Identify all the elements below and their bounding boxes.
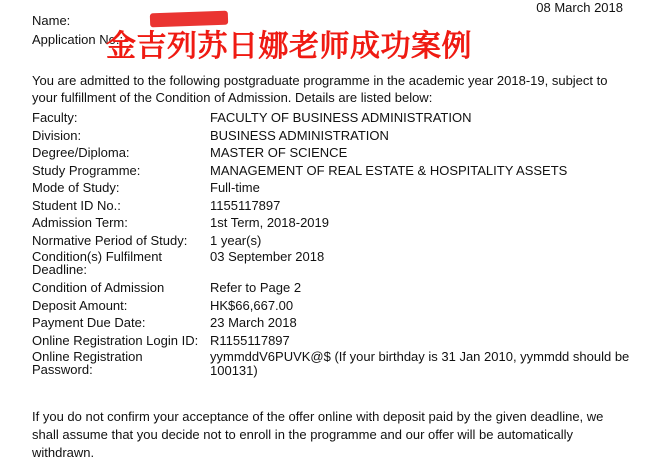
detail-label: Mode of Study: — [32, 180, 120, 195]
application-no-label: Application No.: — [32, 32, 124, 47]
detail-row-payment-due — [32, 315, 632, 333]
detail-label: Normative Period of Study: — [32, 232, 188, 248]
detail-row-faculty — [32, 110, 632, 128]
detail-label: Online Registration Password: — [32, 349, 143, 377]
detail-row-programme — [32, 163, 632, 181]
detail-row-degree — [32, 145, 632, 163]
detail-value: Refer to Page 2 — [210, 280, 302, 295]
redaction-mark — [150, 11, 228, 28]
detail-value: Full-time — [210, 180, 260, 195]
detail-label: Condition(s) Fulfilment Deadline: — [32, 249, 163, 277]
detail-value: yymmddV6PUVK@$ (If your birthday is 31 Jan 2010, yymmdd should be 100131) — [210, 349, 630, 378]
detail-value: MASTER OF SCIENCE — [210, 145, 348, 160]
detail-row-deposit-amount — [32, 298, 632, 316]
intro-paragraph: You are admitted to the following postgraduate programme in the academic year 2018-19, subject to your fulfillment of the Condition of Admission. Details are listed below: — [32, 73, 608, 105]
detail-row-normative-period — [32, 233, 632, 251]
detail-row-login-id — [32, 333, 632, 351]
detail-value: BUSINESS ADMINISTRATION — [210, 127, 389, 143]
detail-value: HK$66,667.00 — [210, 297, 294, 313]
detail-row-admission-term — [32, 215, 632, 233]
detail-value: R1155117897 — [210, 332, 290, 348]
detail-row-password — [32, 350, 632, 382]
detail-value: 1155117897 — [210, 197, 281, 213]
detail-row-division — [32, 128, 632, 146]
admission-details — [32, 110, 632, 382]
detail-value: MANAGEMENT OF REAL ESTATE & HOSPITALITY ASSETS — [210, 162, 568, 178]
detail-label: Online Registration Login ID: — [32, 332, 199, 348]
detail-value: 1 year(s) — [210, 232, 262, 248]
letter-date: 08 March 2018 — [536, 0, 623, 15]
detail-label: Student ID No.: — [32, 197, 121, 213]
detail-label: Payment Due Date: — [32, 315, 146, 330]
footer-paragraph: If you do not confirm your acceptance of the offer online with deposit paid by the given deadline, we shall assume that you decide not to enroll in the programme and our offer will be automatically withdrawn. — [32, 409, 604, 460]
detail-row-mode — [32, 180, 632, 198]
detail-value: 23 March 2018 — [210, 315, 297, 330]
detail-row-student-id — [32, 198, 632, 216]
detail-label: Admission Term: — [32, 215, 128, 230]
detail-value: 03 September 2018 — [210, 249, 325, 264]
detail-label: Degree/Diploma: — [32, 145, 130, 160]
detail-label: Faculty: — [32, 110, 78, 125]
detail-value: FACULTY OF BUSINESS ADMINISTRATION — [210, 110, 472, 125]
detail-value: 1st Term, 2018-2019 — [210, 215, 329, 230]
detail-row-condition-of-admission — [32, 280, 632, 298]
detail-label: Division: — [32, 127, 82, 143]
detail-label: Deposit Amount: — [32, 297, 128, 313]
detail-label: Condition of Admission — [32, 280, 165, 295]
detail-label: Study Programme: — [32, 162, 141, 178]
watermark-overlay: 金吉列苏日娜老师成功案例 — [106, 29, 472, 64]
detail-row-conditions-deadline — [32, 250, 632, 280]
name-label: Name: — [32, 13, 71, 28]
